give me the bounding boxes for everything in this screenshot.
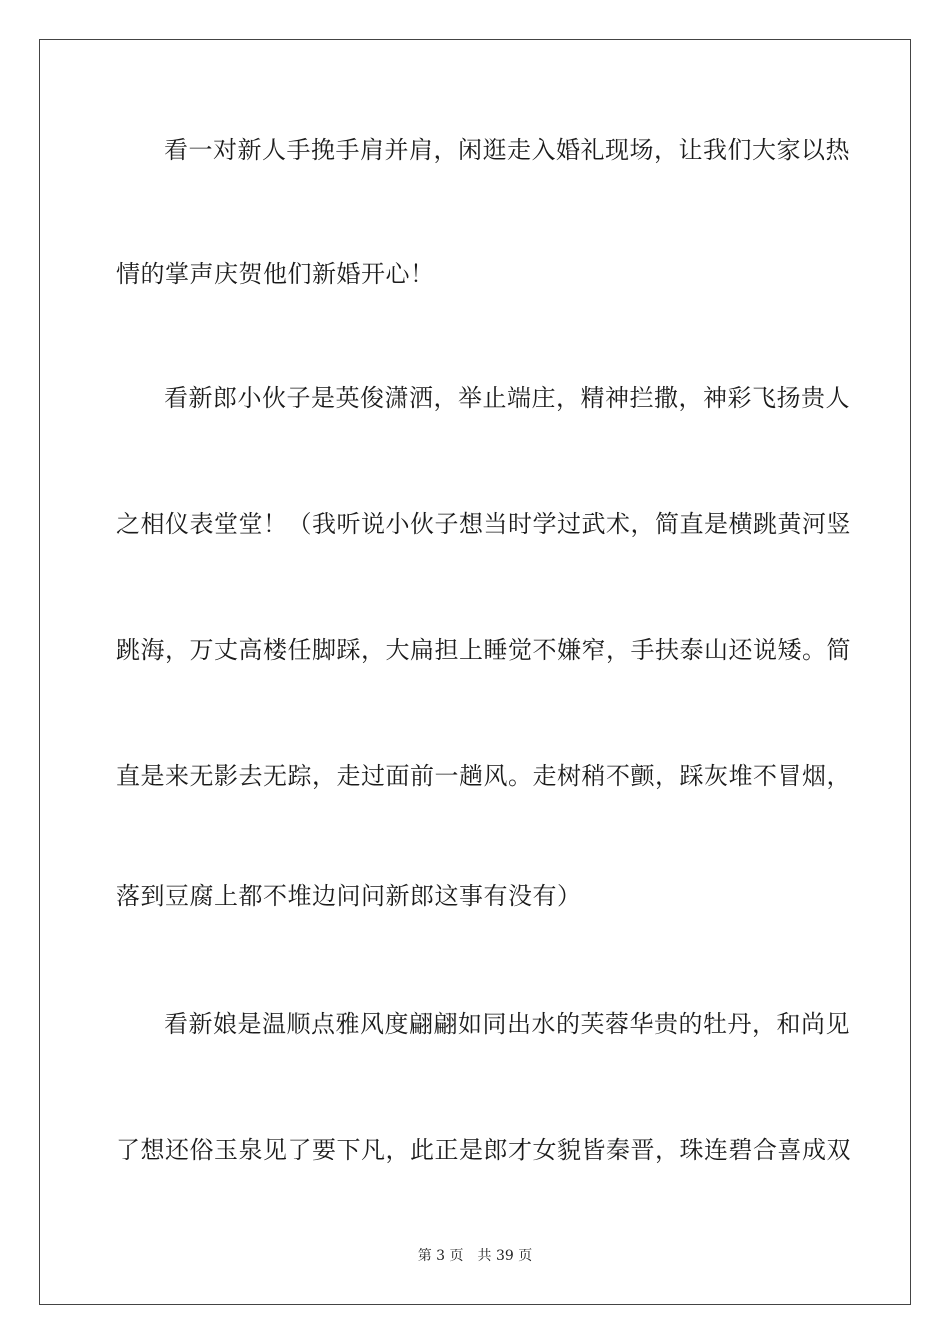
paragraph-2-line-1: 看新郎小伙子是英俊潇洒，举止端庄，精神拦撒，神彩飞扬贵人: [164, 384, 850, 412]
paragraph-2-line-2: 之相仪表堂堂！（我听说小伙子想当时学过武术，简直是横跳黄河竖: [116, 510, 851, 538]
paragraph-1-line-2: 情的掌声庆贺他们新婚开心！: [116, 260, 435, 288]
paragraph-2-line-4: 直是来无影去无踪，走过面前一趟风。走树稍不颤，踩灰堆不冒烟，: [116, 762, 851, 790]
page-frame: [39, 39, 911, 1305]
page-footer: [0, 1246, 950, 1266]
page-number: 第 3 页: [417, 1248, 464, 1264]
page-total: 共 39 页: [477, 1248, 533, 1264]
paragraph-3-line-2: 了想还俗玉泉见了要下凡，此正是郎才女貌皆秦晋，珠连碧合喜成双: [116, 1136, 851, 1164]
paragraph-2-line-3: 跳海，万丈高楼任脚踩，大扁担上睡觉不嫌窄，手扶泰山还说矮。简: [116, 636, 851, 664]
paragraph-2-line-5: 落到豆腐上都不堆边问问新郎这事有没有）: [116, 882, 582, 910]
paragraph-1-line-1: 看一对新人手挽手肩并肩，闲逛走入婚礼现场，让我们大家以热: [164, 136, 850, 164]
paragraph-3-line-1: 看新娘是温顺点雅风度翩翩如同出水的芙蓉华贵的牡丹，和尚见: [164, 1010, 850, 1038]
